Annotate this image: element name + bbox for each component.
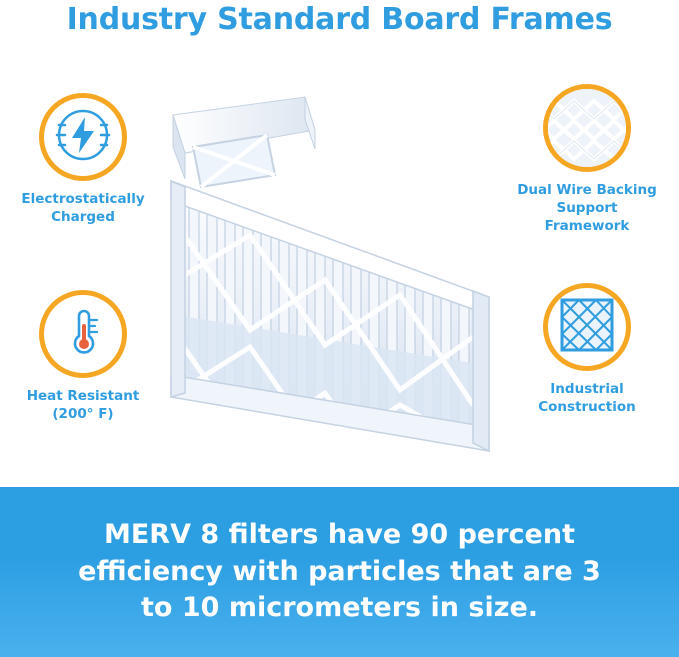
banner-text: [40, 517, 640, 628]
feature-icon-ring: [39, 93, 127, 181]
feature-caption: [8, 190, 158, 226]
lightning-bolt-icon: [55, 107, 111, 168]
banner-line: to 10 micrometers in size.: [140, 592, 539, 624]
feature-caption: [8, 387, 158, 423]
feature-icon-ring: [543, 283, 631, 371]
caption-line: Charged: [51, 209, 115, 226]
banner-line: efficiency with particles that are 3: [78, 555, 601, 587]
feature-dual-wire-backing: [512, 84, 662, 236]
caption-line: Dual Wire Backing: [517, 182, 657, 198]
page-title: Industry Standard Board Frames: [66, 2, 613, 37]
feature-electrostatically-charged: [8, 93, 158, 226]
thermometer-icon: [55, 304, 111, 365]
mesh-grid-square-icon: [557, 295, 617, 360]
feature-icon-ring: [39, 290, 127, 378]
caption-line: Construction: [538, 399, 636, 416]
banner-line: MERV 8 filters have 90 percent: [104, 518, 575, 550]
caption-line: (200° F): [52, 406, 114, 423]
caption-line: Heat Resistant: [26, 388, 140, 404]
feature-industrial-construction: [512, 283, 662, 416]
merv-rating-banner: [0, 487, 679, 657]
feature-icon-ring: [543, 84, 631, 172]
caption-line: Support Framework: [544, 200, 630, 235]
caption-line: Electrostatically: [21, 191, 145, 207]
feature-caption: [512, 181, 662, 236]
caption-line: Industrial: [550, 381, 624, 397]
product-illustration: [155, 75, 505, 475]
feature-caption: [512, 380, 662, 416]
feature-heat-resistant: [8, 290, 158, 423]
wire-mesh-photo-icon: [544, 84, 630, 172]
